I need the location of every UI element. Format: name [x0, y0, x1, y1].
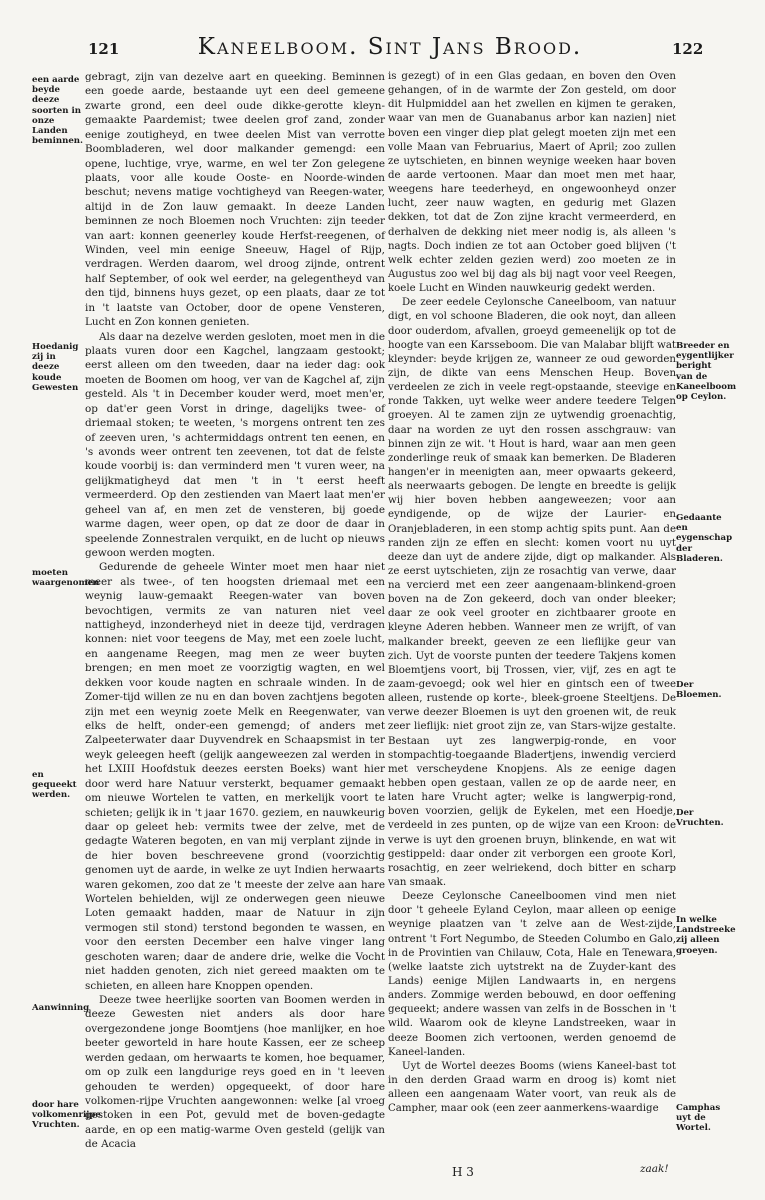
margin-note: Hoedanig zij in deeze koude Gewesten [32, 342, 79, 393]
margin-note: Camphas uyt de Wortel. [676, 1103, 721, 1134]
paragraph: De zeer eedele Ceylonsche Caneelboom, van natuur digt, en vol schoone Bladeren, die ook noyt, dan alleen door ouderdom, afvallen, groeyd gemeenelijk op tot de hoogte van een Karsseboom. Die van Malabar blijft wat kleynder: beyde krijgen ze, wanneer ze oud geworden zijn, de dikte van eens Menschen Heup. Boven verdeelen ze zich in veele regt-opstaande, steevige en ronde Takken, uyt welke weer andere teedere Telgen groeyen. Al te zamen zijn ze uytwendig groenachtig, daar na worden ze uyt den rossen asschgrauw: van binnen zijn ze wit. 't Hout is hard, waar aan men geen zonderlinge reuk of smaak kan bemerken. De Bladeren hangen'er in meenigten aan, meer opwaarts gekeerd, als neerwaarts gebogen. De lengte en breedte is gelijk wij hier boven hebben aangeweezen; voor aan eyndigende, op de wijze der Laurier- en Oranjebladeren, in een stomp achtig spits punt. Aan de randen zijn ze effen en slecht: komen voort nu uyt deeze dan uyt de andere zijde, digt op malkander. Als ze eerst uytschieten, zijn ze rosachtig van verwe, daar na vercierd met een zeer aangenaam-blinkend-groen boven na de Zon gekeerd, doch van onder bleeker; daar ze ook veel grooter en zichtbaarer groote en kleyne Aderen hebben. Wanneer men ze wrijft, of van malkander breekt, geeven ze een lieflijke geur van zich. Uyt de voorste punten der teedere Takjens komen Bloemtjens voort, bij Trossen, vier, vijf, zes en agt te zaam-gevoegd; ook wel hier en gintsch een of twee alleen, rustende op korte-, bleek-groene Steeltjens. De verwe deezer Bloemen is uyt den groenen wit, de reuk zeer lieflijk: niet groot zijn ze, van Stars-wijze gestalte. Bestaan uyt zes langwerpig-ronde, en voor stompachtig-toegaande Bladertjens, inwendig vercierd met verscheydene Knopjens. Als ze eenige dagen hebben open gestaan, vallen ze op de aarde neer, en laten hare Vrucht agter; welke is langwerpig-rond, boven voorzien, gelijk de Eykelen, met een Hoedje, verdeeld in zes punten, op de wijze van een Kroon: de verwe is uyt den groenen bruyn, blinkende, en wat wit gestippeld: daar onder zit verborgen een groote Korl, rosachtig, en zeer welriekend, doch bitter en scharp van smaak. [388, 297, 676, 889]
margin-note: Der Bloemen. [676, 680, 722, 701]
catchword: zaak! [640, 1163, 669, 1175]
paragraph: Gedurende de geheele Winter moet men haar niet meer als twee-, of ten hoogsten driemaal met een weynig lauw-gemaakt Reegen-water van boven bevochtigen, vermits ze van naturen niet veel nattigheyd, inzonderheyd niet in deeze tijd, verdragen konnen: niet voor teegens de May, met een zoele lucht, en aangename Reegen, mag men ze weer buyten brengen; en men moet ze voorzigtig wagten, en wel dekken voor koude nagten en schraale winden. In de Zomer-tijd willen ze nu en dan boven zachtjens begoten zijn met een weynig zoete Melk en Reegenwater, van elks de helft, onder-een gemengd; of anders met Zalpeeterwater daar Duyvendrek en Schaapsmist in ter weyk geleegen heeft (gelijk aangeweezen zal werden in het LXIII Hoofdstuk deezes eersten Boeks) want hier door werd hare Natuur versterkt, bequamer gemaakt om nieuwe Wortelen te vatten, en merkelijk voort te schieten; gelijk ik in 't jaar 1670. geziem, en nauwkeurig daar op geleet heb: vermits twee der zelve, met de gedagte Wateren begoten, en van mij verplant zijnde in de hier boven beschreevene grond (voorzichtig genomen uyt de aarde, in welke ze uyt Indien herwaarts waren gekomen, zoo dat ze 't meeste der zelve aan hare Wortelen behielden, wijl ze onderwegen geen nieuwe Loten gemaakt hadden, maar de Natuur in zijn vermogen stil stond) terstond begonden te wassen, en voor den eersten December een halve vinger lang geschoten waren; daar de andere drie, welke die Vocht niet hadden genoten, zich niet gereed maakten om te schieten, en alleen hare Knoppen openden. [85, 561, 385, 992]
margin-note: In welke Landstreeke zij alleen groeyen. [676, 915, 736, 956]
margin-note: een aarde beyde deeze soorten in onze Landen beminnen. [32, 75, 84, 147]
paragraph: Deeze twee heerlijke soorten van Boomen werden in deeze Gewesten niet anders als door hare overgezondene jonge Boomtjens (hoe manlijker, en hoe beeter geworteld in hare houte Kassen, eer ze scheep werden gedaan, om herwaarts te komen, hoe bequamer, om op zulk een langdurige reys goed en in 't leeven gehouden te werden) opgequeekt, of door hare volkomen-rijpe Vruchten aangewonnen: welke [al vroeg gestoken in een Pot, gevuld met de boven-gedagte aarde, en op een matig-warme Oven gesteld (gelijk van de Acacia [85, 994, 385, 1151]
left-text-column [85, 70, 385, 1152]
right-text-column [388, 70, 676, 1116]
paragraph: Uyt de Wortel deezes Booms (wiens Kaneel-bast tot in den derden Graad warm en droog is) komt niet alleen een aangenaam Water voort, van reuk als de Campher, maar ook (een zeer aanmerkens-waardige [388, 1060, 676, 1115]
paragraph: gebragt, zijn van dezelve aart en queeking. Beminnen een goede aarde, bestaande uyt een deel gemeene zwarte grond, een deel oude dikke-gerotte kleyn-gemaakte Paardemist; twee deelen grof zand, zonder eenige zoutigheyd, en twee deelen Mist van verrotte Boombladeren, wel door malkander gemengd: een opene, luchtige, vrye, warme, en wel ter Zon gelegene plaats, voor alle koude Ooste- en Noorde-winden beschut; nevens matige vochtigheyd van Reegen-water, altijd in de Zon lauw gemaakt. In deeze Landen beminnen ze noch Bloemen noch Vruchten: zijn teeder van aart: konnen geenerley koude Herfst-reegenen, of Winden, veel min eenige Sneeuw, Hagel of Rijp, verdragen. Werden daarom, wel droog zijnde, ontrent half September, of ook wel eerder, na gelegentheyd van den tijd, binnens huys gezet, op een plaats, daar ze tot in 't laatste van October, door de opene Vensteren, Lucht en Zon konnen genieten. [85, 71, 385, 329]
paragraph: Deeze Ceylonsche Caneelboomen vind men niet door 't geheele Eyland Ceylon, maar alleen op eenige weynige plaatzen van 't zelve aan de West-zijde, ontrent 't Fort Negumbo, de Steeden Columbo en Galo, in de Provintien van Chilauw, Cota, Hale en Tenewara, (welke laatste zich uytstrekt na de Zuyder-kant des Lands) eenige Mijlen Landwaarts in, en nergens anders. Zommige werden bebouwd, en door oeffening gequeekt; andere wassen van zelfs in de Bosschen in 't wild. Waarom ook de kleyne Landstreeken, waar in deeze Boomen zich vertoonen, werden genoemd de Kaneel-landen. [388, 891, 676, 1058]
margin-note: door hare volkomenrijpe Vruchten. [32, 1100, 101, 1131]
margin-note: Aanwinning [32, 1003, 90, 1013]
signature-mark: H 3 [452, 1165, 474, 1179]
right-page-number: 122 [672, 40, 704, 58]
margin-note: Breeder en eygentlijker beright van de Kaneelboom op Ceylon. [676, 341, 737, 403]
margin-note: Der Vruchten. [676, 808, 724, 829]
paragraph: is gezegt) of in een Glas gedaan, en boven den Oven gehangen, of in de warmte der Zon gesteld, om door dit Hulpmiddel aan het zwellen en kijmen te geraken, waar van men de Guanabanus arbor kan nazien] niet boven een vinger diep plat gelegt moeten zijn met een volle Maan van Februarius, Maert of April; zoo zullen ze uytschieten, en binnen weynige weeken haar boven de aarde vertoonen. Maar dan moet men met haar, weegens hare teederheyd, en ongewoonheyd onzer lucht, zeer nauw wagten, en gedurig met Glazen dekken, tot dat de Zon zijne kracht vermeerderd, en derhalven de dekking niet meer nodig is, als alleen 's nagts. Doch indien ze tot aan October goed blijven ('t welk echter zelden gezien werd) zoo moeten ze in Augustus zoo wel bij dag als bij nagt voor veel Reegen, koele Lucht en Winden nauwkeurig gedekt werden. [388, 71, 676, 295]
running-head-title: Kaneelboom. Sint Jans Brood. [197, 34, 583, 60]
paragraph: Als daar na dezelve werden gesloten, moet men in die plaats vuren door een Kagchel, langzaam gestookt; eerst alleen om den tweeden, daar na ieder dag: ook moeten de Boomen om hoog, ver van de Kagchel af, zijn gesteld. Als 't in December kouder werd, moet men'er, op dat'er geen Vorst in dringe, dagelijks twee- of driemaal stoken; te weeten, 's morgens ontrent ten zes of zeeven uren, 's achtermiddags ontrent ten eenen, en 's avonds weer ontrent ten zeevenen, tot dat de felste koude voorbij is: dan verminderd men 't vuren weer, na gelijkmatigheyd dat men 't in 't eerst heeft vermeerderd. Op den zestienden van Maert laat men'er geheel van af, en men zet de vensteren, bij goede warme dagen, weer open, op dat ze door de daar in speelende Zonnestralen verquikt, en de lucht op nieuws gewoon werden mogten. [85, 330, 385, 559]
margin-note: en gequeekt werden. [32, 770, 77, 801]
margin-note: Gedaante en eygenschap der Bladeren. [676, 513, 733, 564]
left-page-number: 121 [88, 40, 120, 58]
margin-note: moeten waargenomen [32, 568, 100, 589]
